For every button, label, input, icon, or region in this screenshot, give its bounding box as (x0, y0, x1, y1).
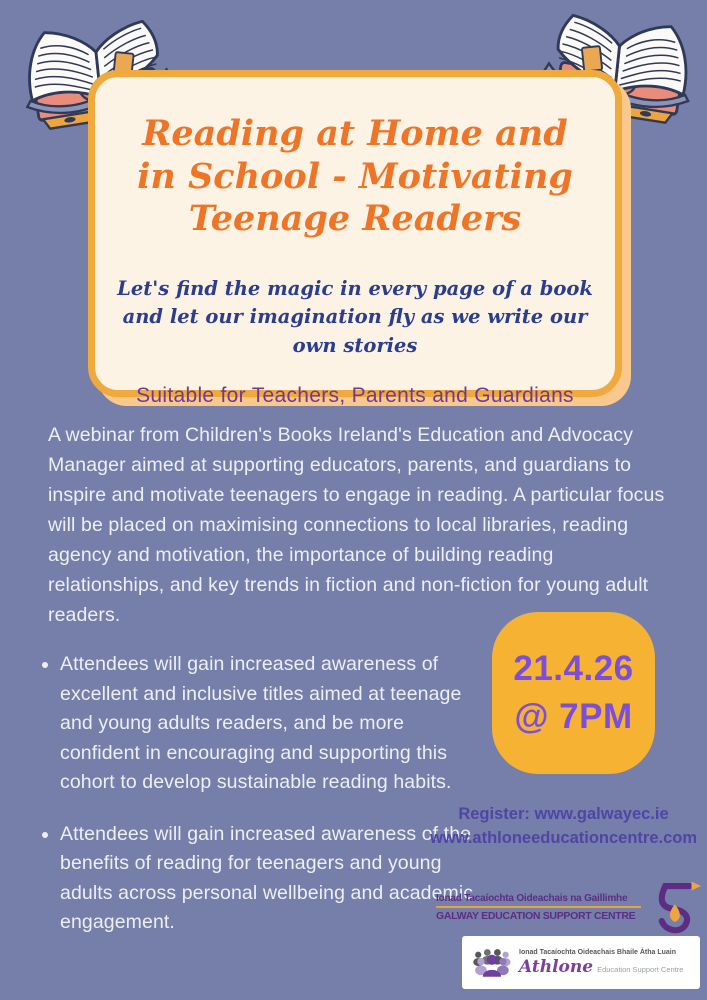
badge-time: @ 7PM (514, 697, 633, 736)
title-card (88, 70, 622, 407)
register-link-galway[interactable]: Register: www.galwayec.ie (458, 805, 669, 823)
poster-subtitle: Let's find the magic in every page of a book and let our imagination fly as we write our own stories (117, 277, 593, 357)
audience-line: Suitable for Teachers, Parents and Guardians (136, 383, 574, 407)
athlone-logo-text (519, 949, 692, 977)
galway-irish-name: Ionad Tacaíochta Oideachais na Gaillimhe (436, 893, 641, 908)
athlone-people-icon (470, 945, 512, 981)
bullet-list (40, 650, 482, 960)
galway-logo-text (436, 893, 641, 922)
list-item: • Attendees will gain increased awareness of excellent and inclusive titles aimed at teenage and young adults readers, and be more confident in encouraging and supporting this cohort to develop sustainable reading habits. (60, 650, 482, 798)
athlone-name-row (519, 957, 692, 977)
date-time-badge (492, 612, 655, 774)
athlone-irish-name: Ionad Tacaíochta Oideachais Bhaile Átha Luain (519, 948, 677, 956)
athlone-logo (462, 936, 700, 989)
athlone-subtitle: Education Support Centre (597, 964, 684, 974)
galway-logo-mark-icon (646, 878, 702, 936)
register-info (420, 802, 707, 850)
description-paragraph: A webinar from Children's Books Ireland's Education and Advocacy Manager aimed at supporting educators, parents, and guardians to inspire and motivate teenagers to engage in reading. A particular focus will be placed on maximising connections to local libraries, reading agency and motivation, the importance of building reading relationships, and key trends in fiction and non-fiction for young adult readers. (48, 424, 665, 626)
page-title: Reading at Home and in School - Motivating Teenage Readers (137, 113, 573, 240)
register-link-athlone[interactable]: www.athloneeducationcentre.com (429, 829, 698, 847)
galway-english-name: GALWAY EDUCATION SUPPORT CENTRE (436, 909, 636, 922)
athlone-name: Athlone (519, 956, 594, 977)
galway-logo (436, 878, 702, 936)
badge-date: 21.4.26 (513, 649, 634, 688)
list-item: • Attendees will gain increased awareness of the benefits of reading for teenagers and young adults across personal wellbeing and academic engagement. (60, 820, 482, 938)
